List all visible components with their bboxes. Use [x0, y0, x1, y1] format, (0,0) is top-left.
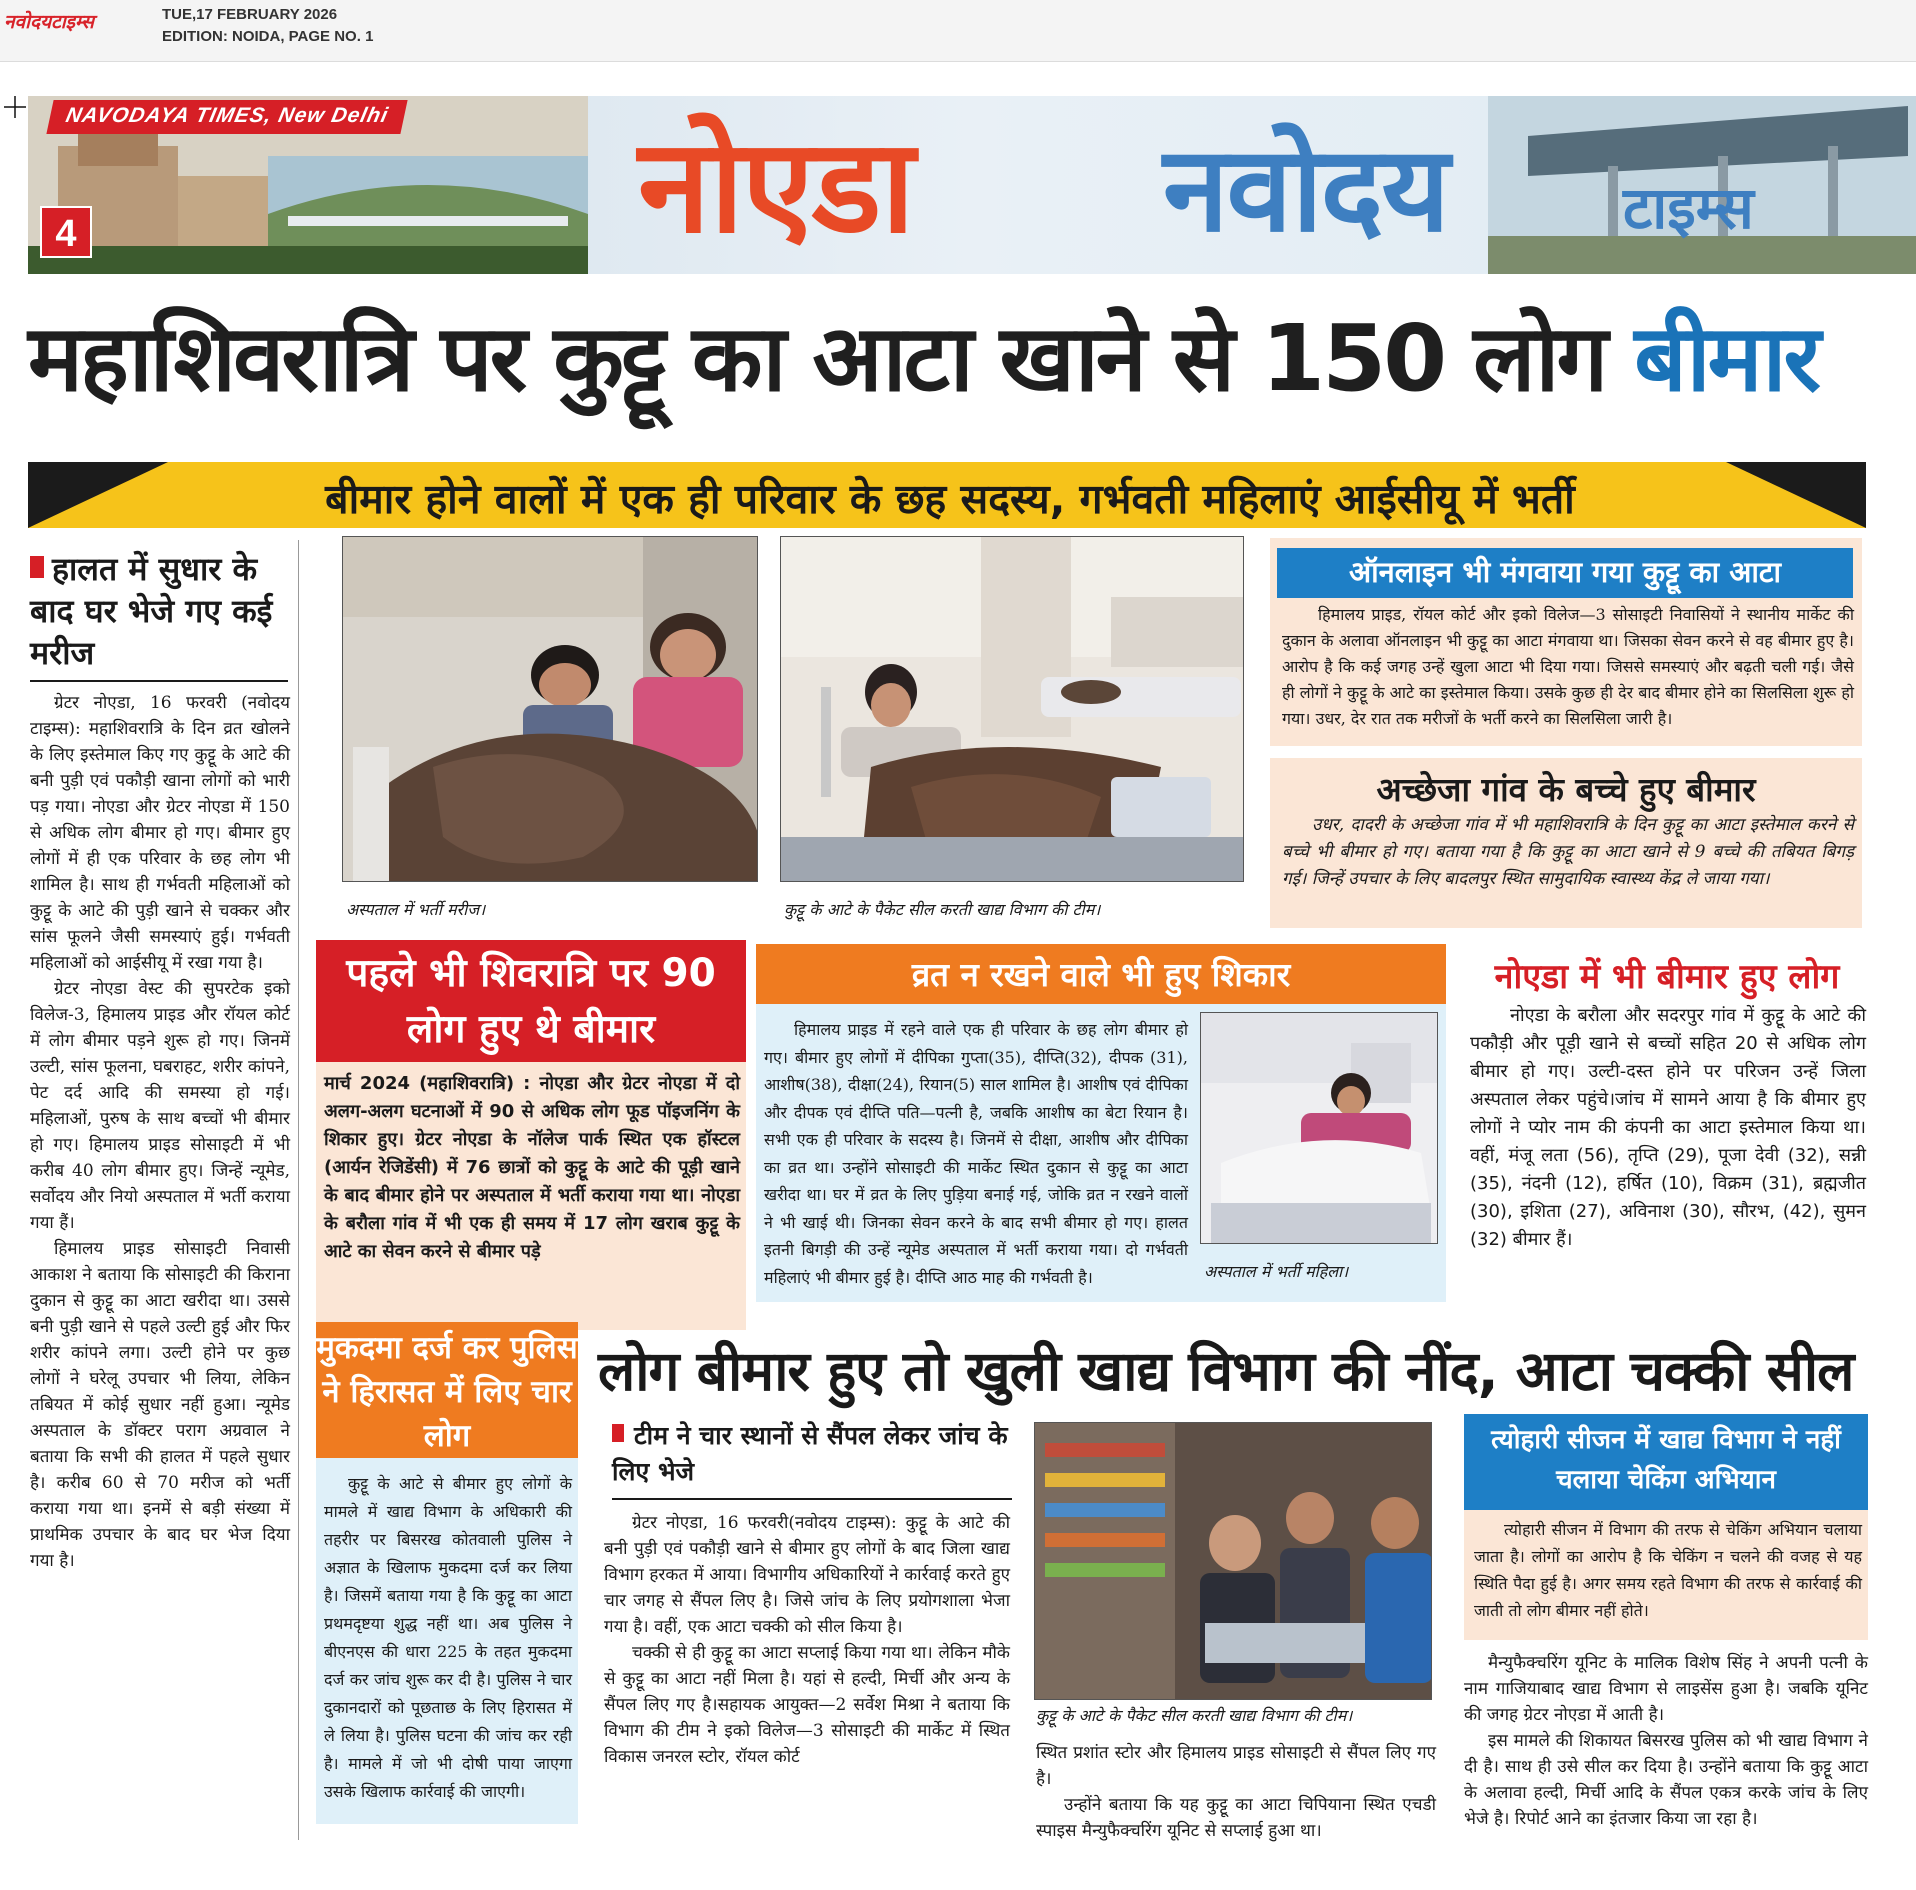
paragraph: ग्रेटर नोएडा वेस्ट की सुपरटेक इको विलेज-3, हिमालय प्राइड और रॉयल कोर्ट में लोग बीमार पड़ने शुरू हो गए। जिनमें उल्टी, सांस फूलना, घबराहट, शरीर कांपने, पेट दर्द आदि की समस्या हो गई। महिलाओं, पुरुष के साथ बच्चों भी बीमार हो गए। हिमालय प्राइड सोसाइटी में भी करीब 40 लोग बीमार हुए। जिन्हें न्यूमेड, सर्वोदय और नियो अस्पताल में भर्ती कराया गया हैं।	[30, 979, 290, 1233]
ward-image	[781, 537, 1244, 882]
crosshair-icon	[4, 96, 26, 118]
second-story-continued	[1036, 1740, 1436, 1844]
paragraph: इस मामले की शिकायत बिसरख पुलिस को भी खाद्य विभाग ने दी है। साथ ही उसे सील कर दिया है। उन्होंने बताया कि कुट्टू आटा के अलावा हल्दी, मिर्ची आदि के सैंपल एकत्र करके जांच के लिए भेजे है। रिपोर्ट आने का इंतजार किया जा रहा है।	[1464, 1731, 1868, 1829]
main-headline-highlight: बीमार	[1634, 305, 1819, 412]
paragraph: हिमालय प्राइड सोसाइटी निवासी आकाश ने बताया कि सोसाइटी की किराना दुकान से कुट्टू का आटा खरीदा था। उससे बनी पुड़ी खाने से पहले उल्टी हुई और फिर शरीर कांपने लगा। उल्टी होने पर कुछ लोगों ने घरेलू उपचार भी लिया, लेकिन तबियत में कोई सुधार नहीं हुआ। न्यूमेड अस्पताल के डॉक्टर पराग अग्रवाल ने बताया कि सभी की हालत में पहले सुधार है। करीब 60 से 70 मरीज को भर्ती कराया गया था। इनमें से बड़ी संख्या में प्राथमिक उपचार के बाद घर भेज दिया गया है।	[30, 1239, 290, 1571]
pehle-box-body: मार्च 2024 (महाशिवरात्रि) : नोएडा और ग्रेटर नोएडा में दो अलग-अलग घटनाओं में 90 से अधिक लोग फूड पॉइजनिंग के शिकार हुए। ग्रेटर नोएडा के नॉलेज पार्क स्थित एक हॉस्टल (आर्यन रेजिडेंसी) में 76 छात्रों को कुट्टू के आटे की पूड़ी खाने के बाद बीमार होने पर अस्पताल में भर्ती कराया गया था। नोएडा के बरौला गांव में भी एक ही समय में 17 लोग खराब कुट्टू के आटे का सेवन करने से बीमार पड़े	[324, 1073, 740, 1262]
online-box-body: हिमालय प्राइड, रॉयल कोर्ट और इको विलेज—3 सोसाइटी निवासियों ने स्थानीय मार्केट की दुकान के अलावा ऑनलाइन भी कुट्टू का आटा मंगवाया था। जिसका सेवन करने से वह बीमार हुए है। आरोप है कि कई जगह उन्हें खुला आटा भी दिया गया। जिससे समस्याएं और बढ़ती चली गई। जैसे ही लोगों ने कुट्टू के आटे का इस्तेमाल किया। उसके कुछ ही देर बाद बीमार होने का सिलसिला शुरू हो गया। उधर, देर रात तक मरीजों के भर्ती करने का सिलसिला जारी है।	[1282, 605, 1854, 728]
main-headline	[28, 292, 1868, 417]
column-divider	[298, 540, 299, 1840]
left-subhead	[30, 548, 288, 674]
photo-caption: कुट्टू के आटे के पैकेट सील करती खाद्य विभाग की टीम।	[1036, 1706, 1353, 1725]
second-subhead	[612, 1418, 1022, 1490]
masthead-navoday-word: नवोदय	[1163, 120, 1448, 258]
sub-headline: बीमार होने वालों में एक ही परिवार के छह सदस्य, गर्भवती महिलाएं आईसीयू में भर्ती	[325, 475, 1575, 523]
left-column-body	[30, 690, 290, 1574]
paragraph: ग्रेटर नोएडा, 16 फरवरी(नवोदय टाइम्स): कुट्टू के आटे की बनी पुड़ी एवं पकौड़ी खाने से बीमार हुए लोगों के बाद जिला खाद्य विभाग हरकत में आया। विभागीय अधिकारियों ने कार्रवाई करते हुए चार जगह से सैंपल लिए है। जिसे जांच के लिए प्रयोगशाला भेजा गया है। वहीं, एक आटा चक्की को सील किया है।	[604, 1513, 1010, 1637]
navodaya-logo[interactable]: नवोदयटाइम्स	[4, 11, 94, 33]
divider	[30, 680, 288, 682]
issue-date: TUE,17 FEBRUARY 2026	[162, 6, 338, 23]
vrat-box-title: व्रत न रखने वाले भी हुए शिकार	[911, 955, 1291, 994]
second-story-body	[604, 1510, 1010, 1770]
pehle-box-title: पहले भी शिवरात्रि पर 90 लोग हुए थे बीमार	[346, 951, 716, 1052]
photo-caption: अस्पताल में भर्ती मरीज।	[346, 900, 486, 919]
bullet-icon	[30, 556, 44, 578]
masthead	[28, 96, 1916, 274]
bullet-icon	[612, 1424, 624, 1442]
photo-hospital-ward	[780, 536, 1244, 882]
next-headline-cropped	[28, 1868, 1868, 1890]
banner-corner-right	[1726, 462, 1866, 528]
right-column-body	[1464, 1650, 1868, 1832]
woman-image	[1201, 1013, 1438, 1244]
paragraph: चक्की से ही कुट्टू का आटा सप्लाई किया गया था। लेकिन मौके से कुट्टू का आटा नहीं मिला है। यहां से हल्दी, मिर्ची और अन्य के सैंपल लिए गए है।सहायक आयुक्त—2 सर्वेश मिश्रा ने बताया कि विभाग की टीम ने इको विलेज—3 सोसाइटी की मार्केट में स्थित विकास जनरल स्टोर, रॉयल कोर्ट	[604, 1643, 1010, 1767]
vrat-box-body: हिमालय प्राइड में रहने वाले एक ही परिवार के छह लोग बीमार हो गए। बीमार हुए लोगों में दीपिका गुप्ता(35), दीप्ति(32), दीपक (31), आशीष(38), दीक्षा(24), रियान(5) साल शामिल है। आशीष एवं दीपिका और दीपक एवं दीप्ति पति—पत्नी है, जबकि आशीष का बेटा रियान है। सभी एक ही परिवार के सदस्य है। जिनमें से दीक्षा, आशीष और दीपिका का व्रत था। उन्होंने सोसाइटी की मार्केट स्थित दुकान से कुट्टू का आटा खरीदा था। घर में व्रत के लिए पुड़िया बनाई गई, जोकि व्रत न रखने वालों ने भी खाई थी। जिनका सेवन करने के बाद सभी बीमार हो गए। हालत इतनी बिगड़ी की उन्हें न्यूमेड अस्पताल में भर्ती कराया गया। दो गर्भवती महिलाएं भी बीमार हुई है। दीप्ति आठ माह की गर्भवती है।	[764, 1020, 1188, 1287]
page-number: 4	[40, 206, 92, 258]
paragraph: मैन्युफैक्चरिंग यूनिट के मालिक विशेष सिंह ने अपनी पत्नी के नाम गाजियाबाद खाद्य विभाग से लाइसेंस हुआ है। जबकि यूनिट की जगह ग्रेटर नोएडा में आती है।	[1464, 1653, 1868, 1725]
paragraph: ग्रेटर नोएडा, 16 फरवरी (नवोदय टाइम्स): महाशिवरात्रि के दिन व्रत खोलने के लिए इस्तेमाल किए गए कुट्टू के आटे की बनी पुड़ी एवं पकौड़ी खाना लोगों को भारी पड़ गया। नोएडा और ग्रेटर नोएडा में 150 से अधिक लोग बीमार हो गए। बीमार हुए लोगों में ही एक परिवार के छह लोग भी शामिल है। साथ ही गर्भवती महिलाओं को कुट्टू के आटे की पुड़ी खाने से चक्कर और सांस फूलने जैसी समस्याएं हुई। गर्भवती महिलाओं को आईसीयू में रखा गया है।	[30, 693, 290, 973]
edition-info: EDITION: NOIDA, PAGE NO. 1	[162, 28, 374, 45]
left-subhead-text: हालत में सुधार के बाद घर भेजे गए कई मरीज	[30, 550, 273, 672]
noida-box-title: नोएडा में भी बीमार हुए लोग	[1494, 957, 1840, 997]
second-headline: लोग बीमार हुए तो खुली खाद्य विभाग की नींद, आटा चक्की सील	[598, 1339, 1854, 1403]
tyohari-box-title: त्योहारी सीजन में खाद्य विभाग ने नहीं चलाया चेकिंग अभियान	[1491, 1425, 1841, 1495]
patients-image	[343, 537, 758, 882]
tyohari-box-body: त्योहारी सीजन में विभाग की तरफ से चेकिंग अभियान चलाया जाता है। लोगों का आरोप है कि चेकिंग न चलने की वजह से यह स्थिति पैदा हुई है। अगर समय रहते विभाग की तरफ से कार्रवाई की जाती तो लोग बीमार नहीं होते।	[1474, 1520, 1862, 1620]
divider	[612, 1498, 1012, 1500]
paragraph: स्थित प्रशांत स्टोर और हिमालय प्राइड सोसाइटी से सैंपल लिए गए है।	[1036, 1743, 1436, 1789]
mukadma-box-body: कुट्टू के आटे से बीमार हुए लोगों के मामले में खाद्य विभाग के अधिकारी की तहरीर पर बिसरख कोतवाली पुलिस ने अज्ञात के खिलाफ मुकदमा दर्ज कर लिया है। जिसमें बताया गया है कि कुट्टू का आटा प्रथमदृष्टया शुद्ध नहीं था। अब पुलिस ने बीएनएस की धारा 225 के तहत मुकदमा दर्ज कर जांच शुरू कर दी है। पुलिस ने चार दुकानदारों को पूछताछ के लिए हिरासत में ले लिया है। पुलिस घटना की जांच कर रही है। मामले में जो भी दोषी पाया जाएगा उसके खिलाफ कार्रवाई की जाएगी।	[324, 1474, 572, 1801]
photo-food-team	[1034, 1422, 1432, 1700]
masthead-noida-word: नोएडा	[638, 110, 913, 262]
masthead-times-word: टाइम्स	[1623, 174, 1754, 242]
food-team-image	[1035, 1423, 1432, 1700]
achheja-box-body: उधर, दादरी के अच्छेजा गांव में भी महाशिवरात्रि के दिन कुट्टू का आटा इस्तेमाल करने से बच्चे भी बीमार हो गए। बताया गया है कि कुट्टू का आटा खाने से 9 बच्चे की तबियत बिगड़ गई। जिन्हें उपचार के लिए बादलपुर स्थित सामुदायिक स्वास्थ्य केंद्र ले जाया गया।	[1282, 815, 1854, 889]
mukadma-box-title: मुकदमा दर्ज कर पुलिस ने हिरासत में लिए चार लोग	[316, 1330, 578, 1454]
photo-hospital-woman	[1200, 1012, 1438, 1244]
photo-caption: कुट्टू के आटे के पैकेट सील करती खाद्य विभाग की टीम।	[784, 900, 1101, 919]
achheja-box-title: अच्छेजा गांव के बच्चे हुए बीमार	[1376, 770, 1756, 809]
online-box-title: ऑनलाइन भी मंगवाया गया कुट्टू का आटा	[1348, 555, 1782, 589]
second-subhead-text: टीम ने चार स्थानों से सैंपल लेकर जांच के लिए भेजे	[612, 1421, 1008, 1486]
photo-hospital-patients	[342, 536, 758, 882]
city-label: NAVODAYA TIMES, New Delhi	[46, 100, 407, 134]
noida-box-body: नोएडा के बरौला और सदरपुर गांव में कुट्टू के आटे की पकौड़ी और पूड़ी खाने से बच्चों सहित 20 से अधिक लोग बीमार हो गए। उल्टी-दस्त होने पर परिजन उन्हें जिला अस्पताल लेकर पहुंचे।जांच में सामने आया है कि बीमार हुए लोगों ने प्योर नाम की कंपनी का आटा इस्तेमाल किया था। वहीं, मंजू लता (56), तृप्ति (29), पूजा देवी (32), सन्नी (35), नंदनी (12), हर्षित (10), विक्रम (31), ब्रह्मजीत (30), इशिता (27), अविनाश (30), सौरभ, (42), सुमन (32) बीमार हैं।	[1470, 1005, 1866, 1250]
paragraph: उन्होंने बताया कि यह कुट्टू का आटा चिपियाना स्थित एचडी स्पाइस मैन्युफैक्चरिंग यूनिट से सप्लाई हुआ था।	[1036, 1795, 1436, 1841]
photo-caption: अस्पताल में भर्ती महिला।	[1204, 1262, 1349, 1281]
banner-corner-left	[28, 462, 168, 528]
adjacent-column-cropped	[1896, 380, 1916, 1880]
main-headline-text: महाशिवरात्रि पर कुट्टू का आटा खाने से 150 लोग	[28, 305, 1635, 412]
